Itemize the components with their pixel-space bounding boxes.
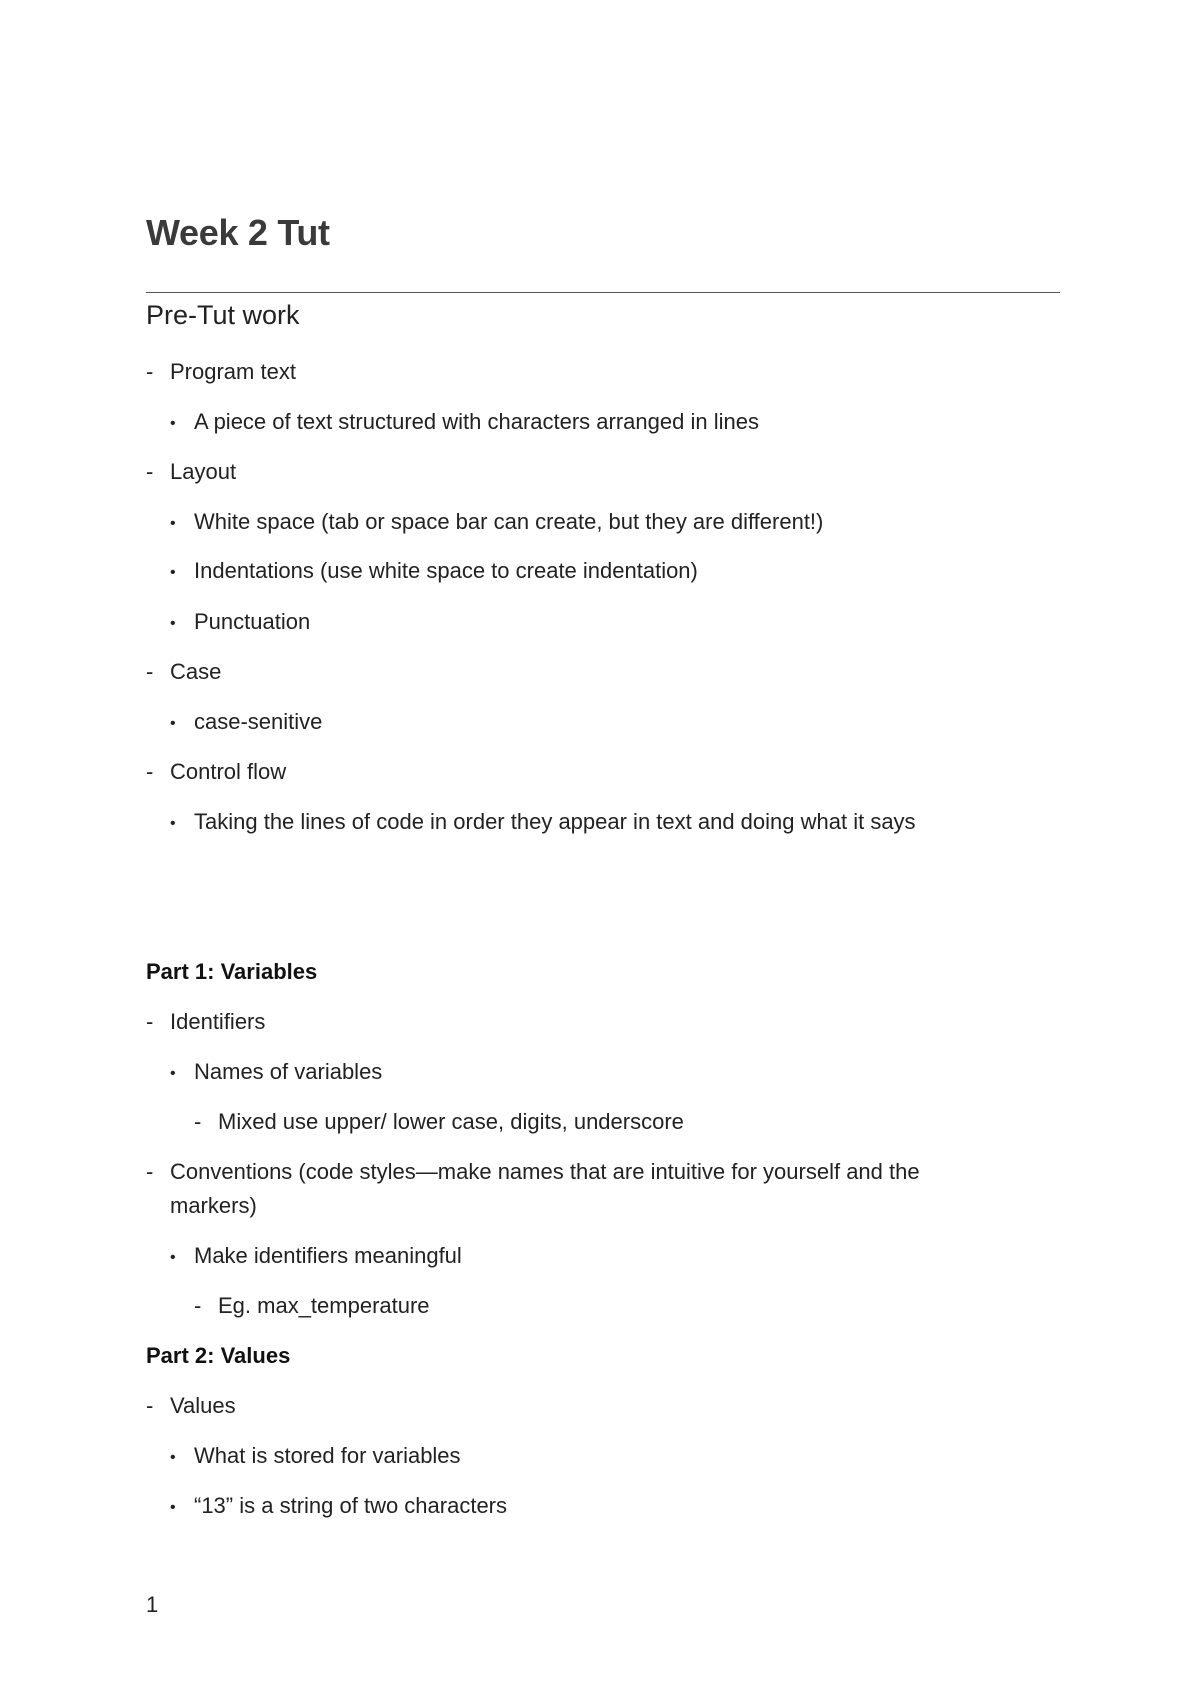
list-item-text: Control flow	[170, 759, 287, 784]
list-item-text: Mixed use upper/ lower case, digits, underscore	[218, 1109, 684, 1134]
dot-bullet: •	[170, 564, 176, 581]
list-item-text: Values	[170, 1393, 236, 1418]
list-item-text: markers)	[170, 1193, 257, 1218]
dash-bullet: -	[146, 1159, 154, 1184]
list-item-text: Conventions (code styles—make names that are intuitive for yourself and the	[170, 1159, 920, 1184]
dash-bullet: -	[146, 1009, 154, 1034]
list-item-text: Punctuation	[194, 609, 311, 634]
list-item-text: A piece of text structured with characters arranged in lines	[194, 409, 759, 434]
dot-bullet: •	[170, 415, 176, 432]
dot-bullet: •	[170, 1065, 176, 1082]
list-item-text: What is stored for variables	[194, 1443, 461, 1468]
dash-bullet: -	[146, 759, 154, 784]
dot-bullet: •	[170, 515, 176, 532]
dash-bullet: -	[194, 1109, 202, 1134]
list-item-text: White space (tab or space bar can create, but they are different!)	[194, 509, 824, 534]
list-item-text: Names of variables	[194, 1059, 383, 1084]
dot-bullet: •	[170, 1499, 176, 1516]
list-item-text: case-senitive	[194, 709, 323, 734]
title-divider	[146, 292, 1060, 293]
list-item-text: Taking the lines of code in order they appear in text and doing what it says	[194, 809, 916, 834]
list-item-text: Identifiers	[170, 1009, 266, 1034]
dot-bullet: •	[170, 715, 176, 732]
section-title-pre-tut: Pre-Tut work	[146, 300, 300, 330]
list-item-text: Layout	[170, 459, 237, 484]
list-item-text: Make identifiers meaningful	[194, 1243, 462, 1268]
list-item-text: Case	[170, 659, 222, 684]
dot-bullet: •	[170, 1449, 176, 1466]
dot-bullet: •	[170, 1249, 176, 1266]
page-number: 1	[146, 1592, 159, 1617]
dash-bullet: -	[146, 1393, 154, 1418]
dash-bullet: -	[146, 659, 154, 684]
list-item-text: “13” is a string of two characters	[194, 1493, 508, 1518]
section-heading-part2: Part 2: Values	[146, 1343, 291, 1368]
section-heading-part1: Part 1: Variables	[146, 959, 318, 984]
list-item-text: Eg. max_temperature	[218, 1293, 430, 1318]
dot-bullet: •	[170, 615, 176, 632]
list-item-text: Program text	[170, 359, 296, 384]
dash-bullet: -	[194, 1293, 202, 1318]
dash-bullet: -	[146, 359, 154, 384]
dash-bullet: -	[146, 459, 154, 484]
list-item-text: Indentations (use white space to create indentation)	[194, 558, 698, 583]
dot-bullet: •	[170, 815, 176, 832]
page-title: Week 2 Tut	[146, 212, 330, 253]
